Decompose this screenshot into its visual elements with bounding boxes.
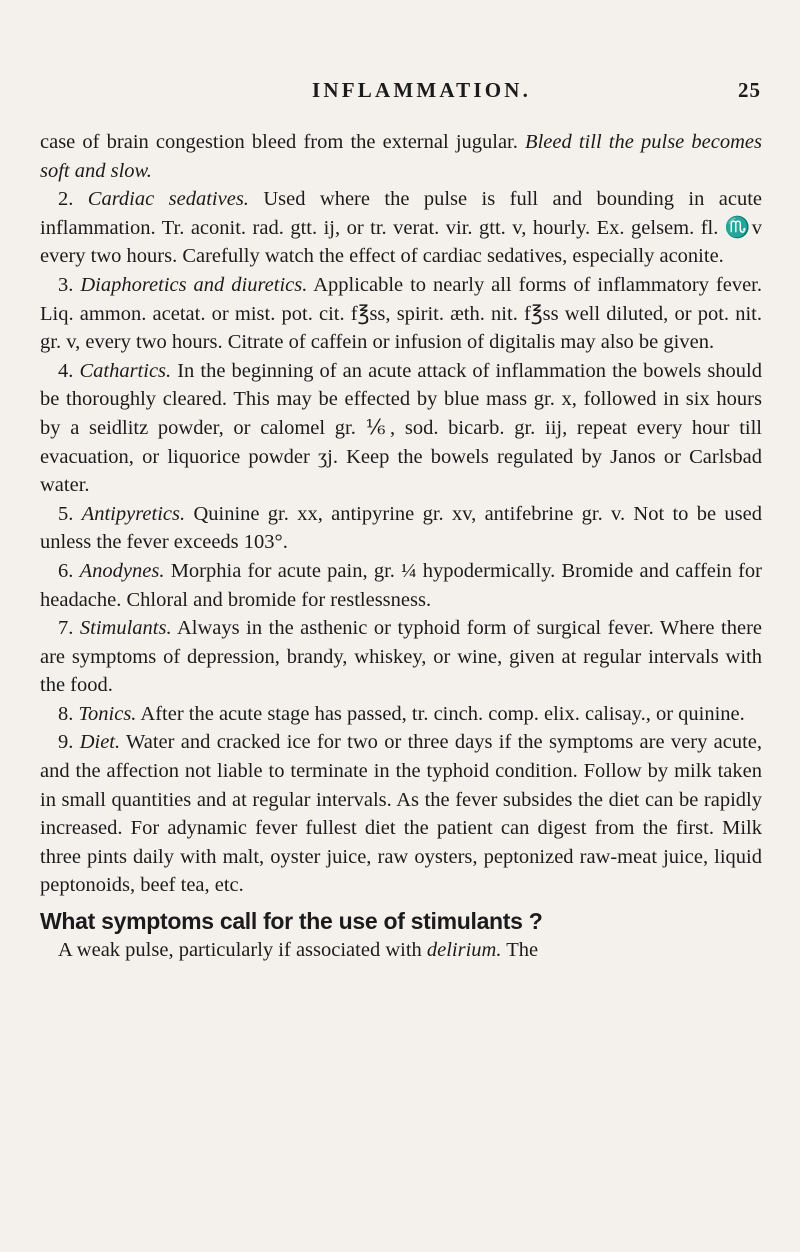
paragraph-continuation [40,128,762,185]
italic-run: Bleed till the pulse becomes soft and slow. [40,131,763,182]
item-number: 7. [58,617,80,640]
italic-run: delirium. [426,939,502,962]
item-heading: Diaphoretics and diuretics. [80,273,308,296]
paragraph-stimulants [40,614,762,700]
item-heading: Tonics. [78,702,137,725]
paragraph-diet [40,728,762,900]
item-number: 3. [58,273,81,296]
item-heading: Anodynes. [79,559,165,582]
paragraph-antipyretics [40,500,762,557]
item-heading: Cardiac sedatives. [87,188,249,211]
item-heading: Cathartics. [79,359,172,382]
item-number: 5. [58,502,82,525]
paragraph-cathartics [40,357,762,500]
paragraph-cardiac-sedatives [40,185,762,271]
item-heading: Stimulants. [79,617,172,640]
item-body: Always in the asthenic or typhoid form of surgical fever. Where there are symptoms of depression, brandy, whiskey, or wine, given at regular intervals with the food. [40,617,763,697]
item-body: Applicable to nearly all forms of inflammatory fever. Liq. ammon. acetat. or mist. pot. cit. f℥ss, spirit. æth. nit. f℥ss well diluted, or pot. nit. gr. v, every two hours. Citrate of caffein or infusion of digitalis may also be given. [40,273,763,354]
paragraph-diaphoretics [40,271,762,357]
item-number: 2. [58,188,88,211]
running-title: INFLAMMATION. [312,78,532,102]
item-heading: Antipyretics. [81,502,186,525]
question-heading: What symptoms call for the use of stimulants ? [40,908,543,935]
item-number: 9. [58,731,80,754]
page-number: 25 [738,78,761,102]
item-body: After the acute stage has passed, tr. cinch. comp. elix. calisay., or quinine. [136,702,745,725]
item-heading: Diet. [79,731,121,754]
body-text [40,128,762,965]
item-body: Morphia for acute pain, gr. ¼ hypodermically. Bromide and caffein for headache. Chloral and bromide for restlessness. [40,559,763,611]
item-number: 6. [58,559,80,582]
paragraph-anodynes [40,557,762,614]
item-number: 8. [58,702,79,725]
text-run: A weak pulse, particularly if associated with [58,939,427,962]
text-run: The [501,939,539,962]
answer-paragraph [40,936,762,965]
item-body: Water and cracked ice for two or three days if the symptoms are very acute, and the affection not liable to terminate in the typhoid condition. Follow by milk taken in small quantities and at regular intervals. As the fever subsides the diet can be rapidly increased. For adynamic fever fullest diet the patient can digest from the first. Milk three pints daily with malt, oyster juice, raw oysters, peptonized raw-meat juice, liquid peptonoids, beef tea, etc. [40,731,762,897]
text-run: case of brain congestion bleed from the external jugular. [40,131,526,153]
item-body: In the beginning of an acute attack of inflammation the bowels should be thoroughly cleared. This may be effected by blue mass gr. x, followed in six hours by a seidlitz powder, or calomel gr. ⅙, sod. bicarb. gr. iij, repeat every hour till evacuation, or liquorice powder ʒj. Keep the bowels regulated by Janos or Carlsbad water. [40,359,762,497]
item-number: 4. [58,359,80,382]
item-body: Quinine gr. xx, antipyrine gr. xv, antifebrine gr. v. Not to be used unless the fever exceeds 103°. [40,502,762,554]
paragraph-tonics [40,700,762,729]
item-body: Used where the pulse is full and bounding in acute inflammation. Tr. aconit. rad. gtt. ij, or tr. verat. vir. gtt. v, hourly. Ex. gelsem. fl. ♏v every two hours. Carefully watch the effect of cardiac sedatives, especially aconite. [40,188,763,268]
page-header [0,78,800,110]
